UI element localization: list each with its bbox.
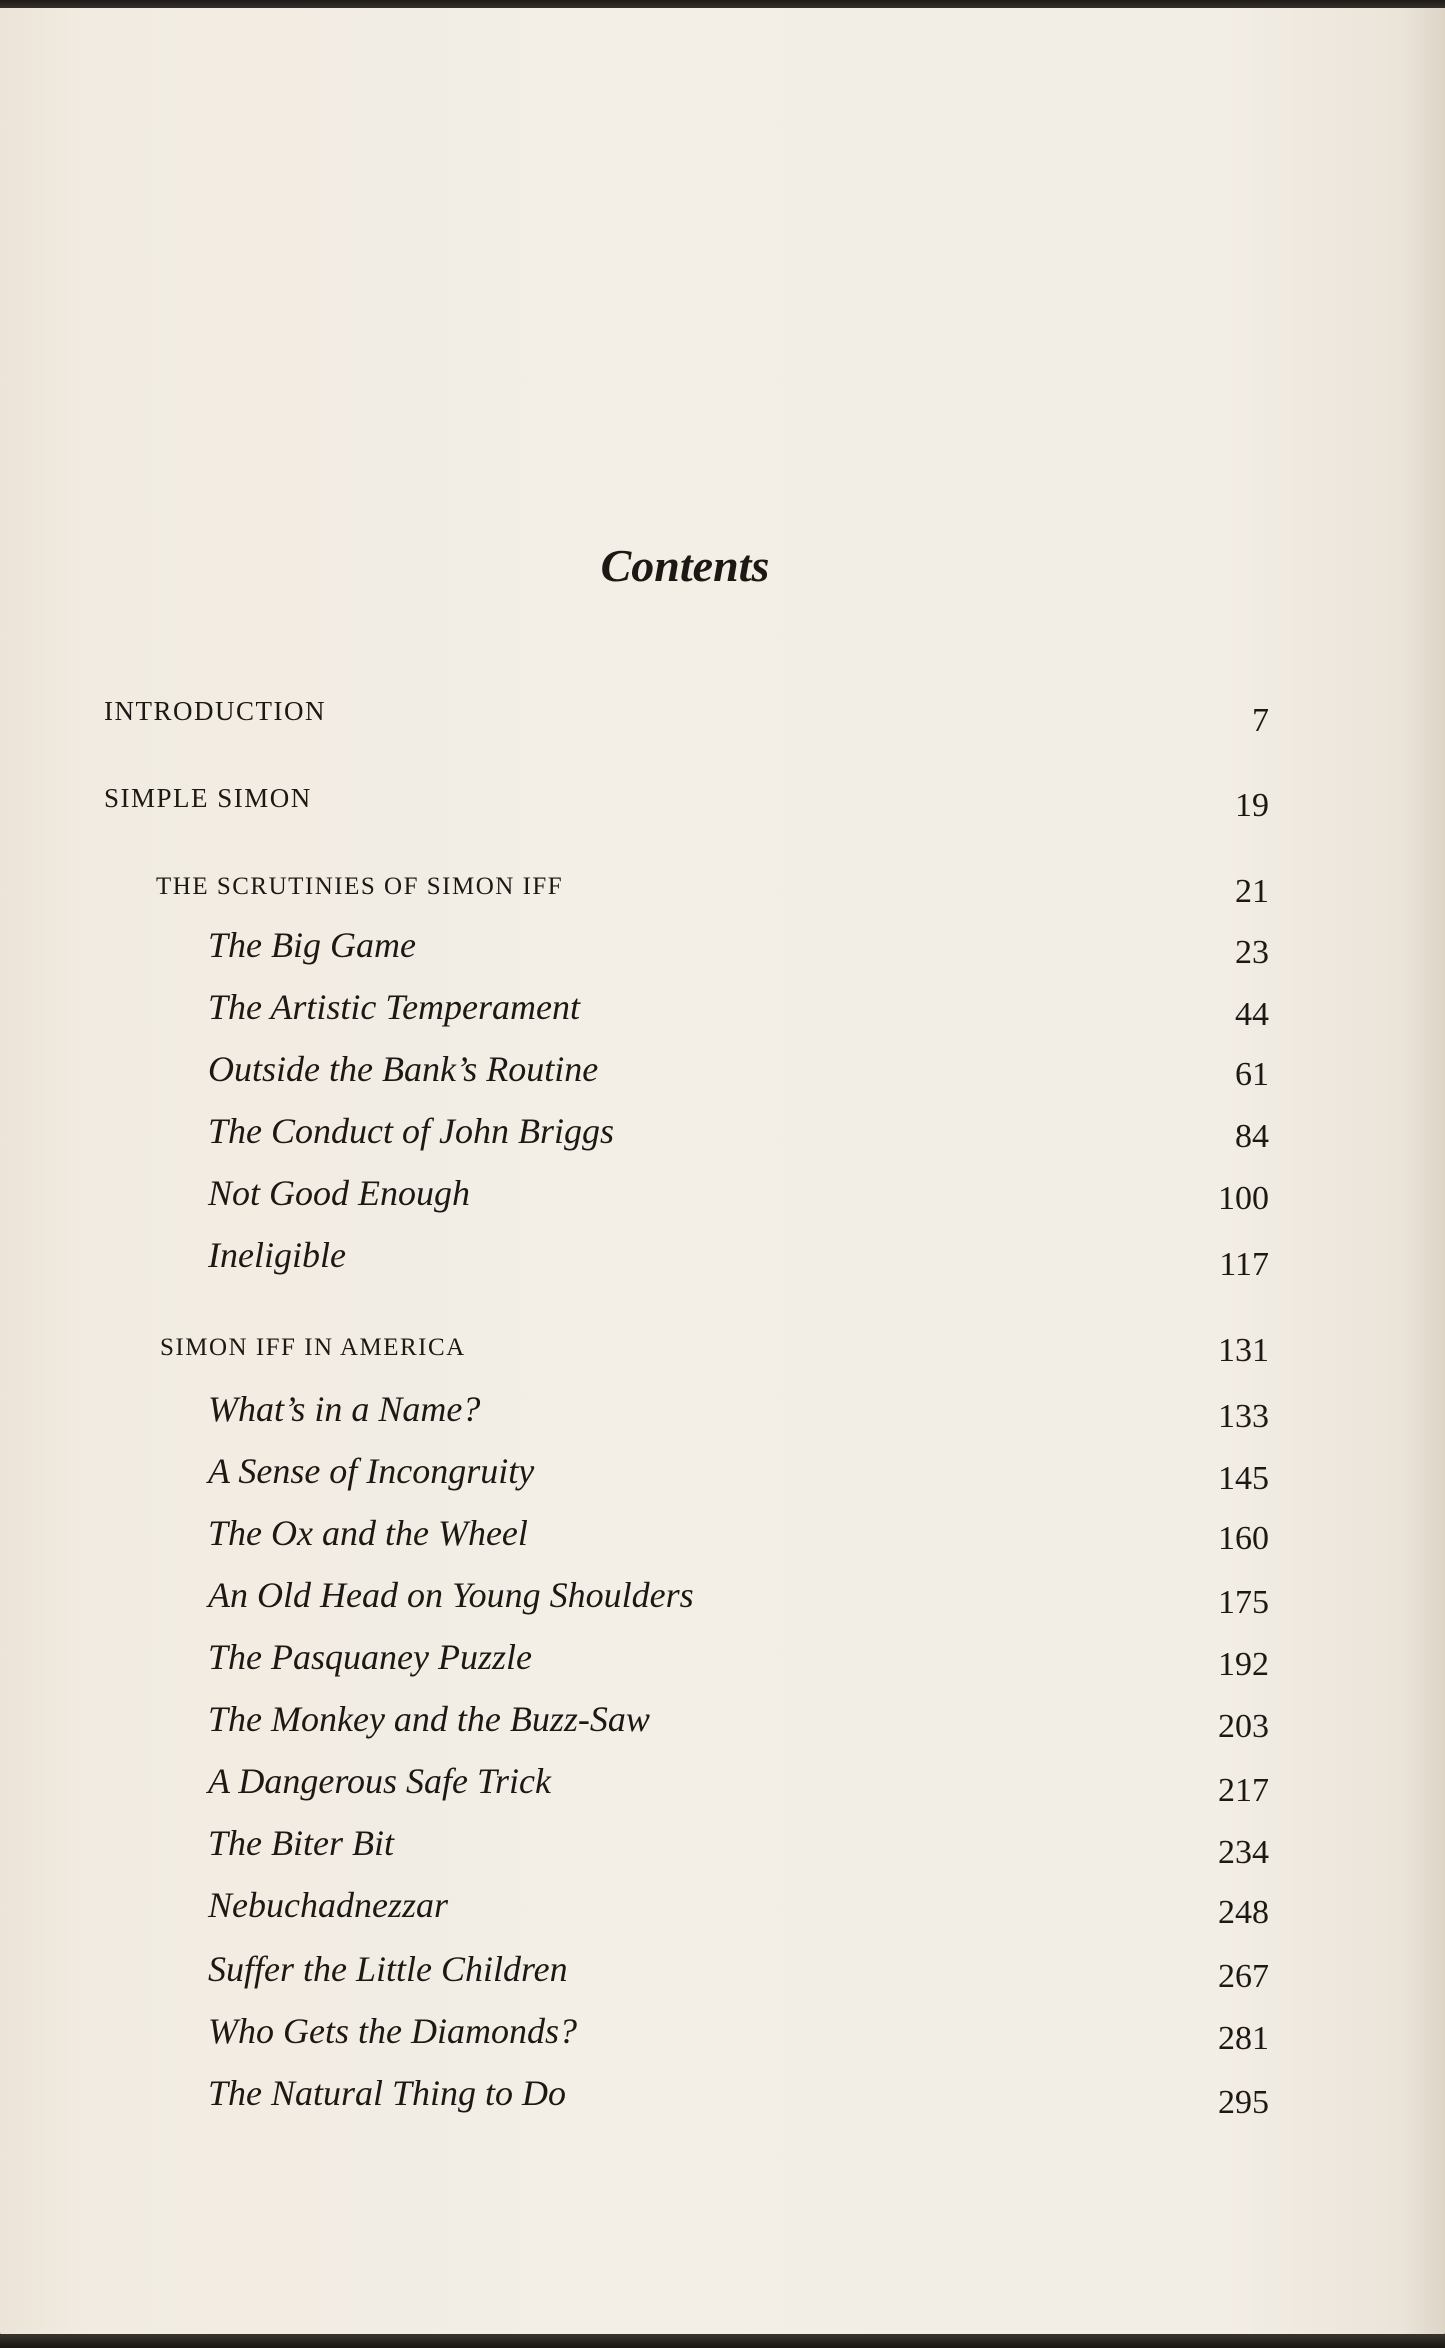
toc-entry-page: 281: [1218, 2020, 1269, 2057]
toc-entry-label: Nebuchadnezzar: [208, 1885, 448, 1925]
toc-entry-story[interactable]: [0, 2072, 1445, 2122]
page-title: Contents: [600, 539, 770, 591]
toc-entry-page: 203: [1218, 1708, 1269, 1745]
toc-entry-page: 61: [1235, 1056, 1269, 1093]
toc-entry-page: 175: [1218, 1584, 1269, 1621]
toc-entry-label: The Pasquaney Puzzle: [208, 1637, 532, 1677]
toc-entry-label: The Conduct of John Briggs: [208, 1111, 614, 1151]
toc-entry-page: 100: [1218, 1180, 1269, 1217]
toc-entry-label: Not Good Enough: [208, 1173, 471, 1213]
toc-entry-page: 267: [1218, 1958, 1269, 1995]
book-page: [0, 8, 1445, 2338]
toc-entry-story[interactable]: [0, 1884, 1445, 1934]
toc-entry-simon-iff-in-america[interactable]: [0, 1334, 1445, 1384]
toc-entry-page: 234: [1218, 1834, 1269, 1871]
toc-entry-story[interactable]: [0, 1760, 1445, 1810]
toc-entry-label: Outside the Bank’s Routine: [208, 1049, 599, 1089]
toc-entry-story[interactable]: [0, 1636, 1445, 1686]
toc-entry-story[interactable]: [0, 1822, 1445, 1872]
toc-entry-page: 21: [1235, 873, 1269, 910]
toc-entry-label: The Monkey and the Buzz-Saw: [208, 1699, 650, 1739]
toc-entry-page: 23: [1235, 934, 1269, 971]
toc-entry-label: Ineligible: [208, 1235, 346, 1275]
toc-entry-label: SIMON IFF IN AMERICA: [160, 1334, 466, 1361]
toc-entry-scrutinies-of-simon-iff[interactable]: [0, 873, 1445, 923]
toc-entry-label: The Biter Bit: [208, 1823, 394, 1863]
toc-entry-story[interactable]: [0, 1512, 1445, 1562]
toc-entry-page: 133: [1218, 1398, 1269, 1435]
toc-entry-label: What’s in a Name?: [208, 1389, 481, 1429]
toc-entry-label: THE SCRUTINIES OF SIMON IFF: [156, 873, 564, 900]
toc-entry-page: 295: [1218, 2084, 1269, 2121]
toc-entry-simple-simon[interactable]: [0, 783, 1445, 833]
toc-entry-page: 44: [1235, 996, 1269, 1033]
toc-entry-label: SIMPLE SIMON: [104, 783, 312, 813]
page-bottom-shadow: [0, 2334, 1445, 2348]
toc-entry-story[interactable]: [0, 1234, 1445, 1284]
toc-entry-story[interactable]: [0, 1450, 1445, 1500]
toc-entry-story[interactable]: [0, 986, 1445, 1036]
toc-entry-story[interactable]: [0, 1574, 1445, 1624]
toc-entry-page: 192: [1218, 1646, 1269, 1683]
toc-entry-label: A Dangerous Safe Trick: [208, 1761, 551, 1801]
toc-entry-label: The Natural Thing to Do: [208, 2073, 567, 2113]
toc-entry-story[interactable]: [0, 1698, 1445, 1748]
toc-entry-page: 145: [1218, 1460, 1269, 1497]
toc-entry-label: The Big Game: [208, 925, 416, 965]
toc-entry-story[interactable]: [0, 1388, 1445, 1438]
toc-entry-story[interactable]: [0, 1948, 1445, 1998]
toc-entry-page: 131: [1218, 1332, 1269, 1369]
toc-entry-label: Suffer the Little Children: [208, 1949, 568, 1989]
toc-entry-story[interactable]: [0, 1048, 1445, 1098]
toc-entry-label: An Old Head on Young Shoulders: [208, 1575, 694, 1615]
toc-entry-label: The Artistic Temperament: [208, 987, 581, 1027]
toc-entry-introduction[interactable]: [0, 696, 1445, 746]
toc-entry-label: The Ox and the Wheel: [208, 1513, 528, 1553]
toc-entry-page: 248: [1218, 1894, 1269, 1931]
toc-entry-page: 217: [1218, 1772, 1269, 1809]
toc-entry-story[interactable]: [0, 1110, 1445, 1160]
toc-entry-story[interactable]: [0, 1172, 1445, 1222]
toc-entry-page: 7: [1252, 702, 1269, 739]
toc-entry-page: 84: [1235, 1118, 1269, 1155]
toc-entry-page: 117: [1219, 1246, 1269, 1283]
toc-entry-label: Who Gets the Diamonds?: [208, 2011, 577, 2051]
toc-entry-label: INTRODUCTION: [104, 696, 326, 726]
toc-entry-story[interactable]: [0, 2010, 1445, 2060]
toc-entry-page: 19: [1235, 787, 1269, 824]
toc-entry-story[interactable]: [0, 924, 1445, 974]
toc-entry-page: 160: [1218, 1520, 1269, 1557]
toc-entry-label: A Sense of Incongruity: [208, 1451, 535, 1491]
